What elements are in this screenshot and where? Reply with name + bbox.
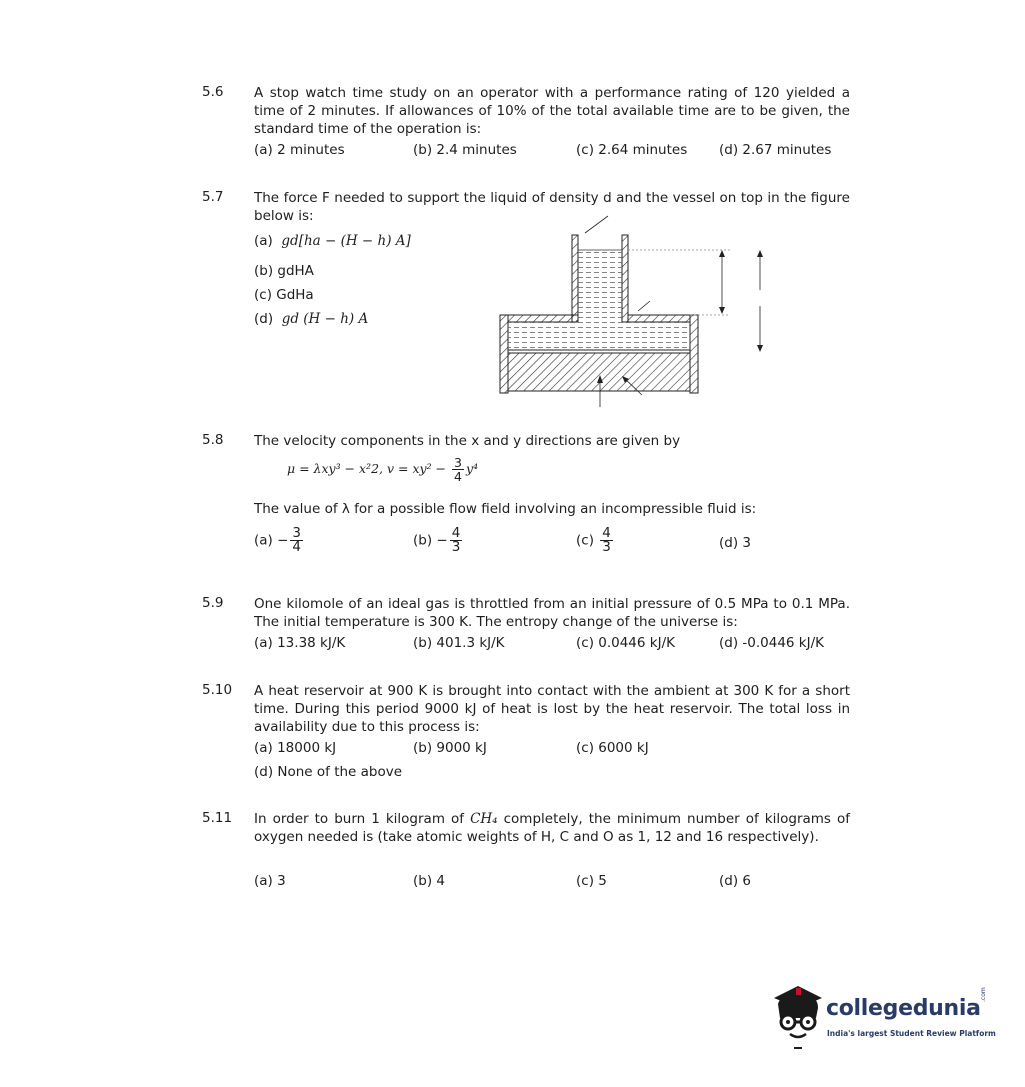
option-d: (d) 2.67 minutes — [719, 142, 832, 158]
question-number: 5.10 — [202, 682, 233, 698]
brand-name: collegedunia — [826, 996, 981, 1021]
tube-left-wall — [572, 235, 578, 322]
brand-tagline: India's largest Student Review Platform — [827, 1029, 996, 1038]
piston — [508, 353, 690, 391]
question-number: 5.6 — [202, 84, 224, 100]
option-d-expression: gd (H − h) A — [281, 311, 369, 327]
option-d: (d) 6 — [719, 873, 751, 889]
option-c: (c) 5 — [576, 873, 607, 889]
question-number: 5.11 — [202, 810, 233, 826]
question-text-2: The value of λ for a possible flow field involving an incompressible fluid is: — [254, 501, 757, 517]
option-d: (d) 3 — [719, 535, 751, 551]
option-a: (a) gd[ha − (H − h) A] — [254, 233, 411, 249]
option-a: (a) 13.38 kJ/K — [254, 635, 346, 651]
question-text: One kilomole of an ideal gas is throttled from an initial pressure of 0.5 MPa to 0.1 MPa. The initial temperature is 300 K. The entropy change of the universe is: — [254, 596, 850, 630]
vessel-top-right — [628, 315, 690, 322]
velocity-equation: μ = λxy³ − x²2, v = xy² − $\frac{3}{4}$ y⁴ — [287, 455, 479, 484]
option-b: (b) 401.3 kJ/K — [413, 635, 505, 651]
option-b: (b) − $\frac{4}{3}$ — [413, 525, 461, 555]
option-c: (c) 2.64 minutes — [576, 142, 688, 158]
collegedunia-logo[interactable] — [768, 982, 998, 1052]
option-c: (c) GdHa — [254, 287, 314, 303]
option-c: (c) 0.0446 kJ/K — [576, 635, 675, 651]
option-b: (b) 2.4 minutes — [413, 142, 517, 158]
option-b: (b) gdHA — [254, 263, 314, 279]
brand-dotcom: .com — [980, 987, 987, 1002]
equation-fraction: $\frac{3}{4}$ — [454, 455, 462, 484]
option-b: (b) 4 — [413, 873, 445, 889]
chemical-formula: CH₄ — [470, 811, 498, 827]
option-d: (d) -0.0446 kJ/K — [719, 635, 824, 651]
option-a: (a) − $\frac{3}{4}$ — [254, 525, 302, 555]
question-text: A stop watch time study on an operator with a performance rating of 120 yielded a time of 2 minutes. If allowances of 10% of the total available time are to be given, the standard time of the operation is: — [254, 85, 850, 137]
question-number: 5.7 — [202, 189, 224, 205]
option-a-expression: gd[ha − (H − h) A] — [281, 233, 411, 249]
question-text: A heat reservoir at 900 K is brought into contact with the ambient at 300 K for a short time. During this period 9000 kJ of heat is lost by the heat reservoir. The total loss in availability due to this process is: — [254, 683, 850, 735]
liquid-in-tube — [578, 250, 622, 322]
option-a: (a) 2 minutes — [254, 142, 345, 158]
option-a: (a) 18000 kJ — [254, 740, 337, 756]
question-number: 5.8 — [202, 432, 224, 448]
question-text: In order to burn 1 kilogram of CH₄ completely, the minimum number of kilograms of oxygen needed is (take atomic weights of H, C and O as 1, 12 and 16 respectively). — [254, 811, 850, 845]
question-number: 5.9 — [202, 595, 224, 611]
question-text: The velocity components in the x and y directions are given by — [254, 433, 681, 449]
vessel-piston-figure — [490, 195, 840, 425]
liquid-in-vessel — [508, 322, 690, 350]
option-c: (c) 6000 kJ — [576, 740, 649, 756]
cylinder-left-wall — [500, 315, 508, 393]
tube-right-wall — [622, 235, 628, 322]
option-d: (d) None of the above — [254, 764, 403, 780]
question-text: The force F needed to support the liquid of density d and the vessel on top in the figure below is: — [254, 190, 850, 224]
option-d: (d) gd (H − h) A — [254, 311, 369, 327]
graduate-mascot-icon — [768, 982, 826, 1052]
option-a: (a) 3 — [254, 873, 286, 889]
option-b: (b) 9000 kJ — [413, 740, 487, 756]
vessel-top-left — [508, 315, 578, 322]
cylinder-right-wall — [690, 315, 698, 393]
option-c: (c) $\frac{4}{3}$ — [576, 525, 611, 555]
